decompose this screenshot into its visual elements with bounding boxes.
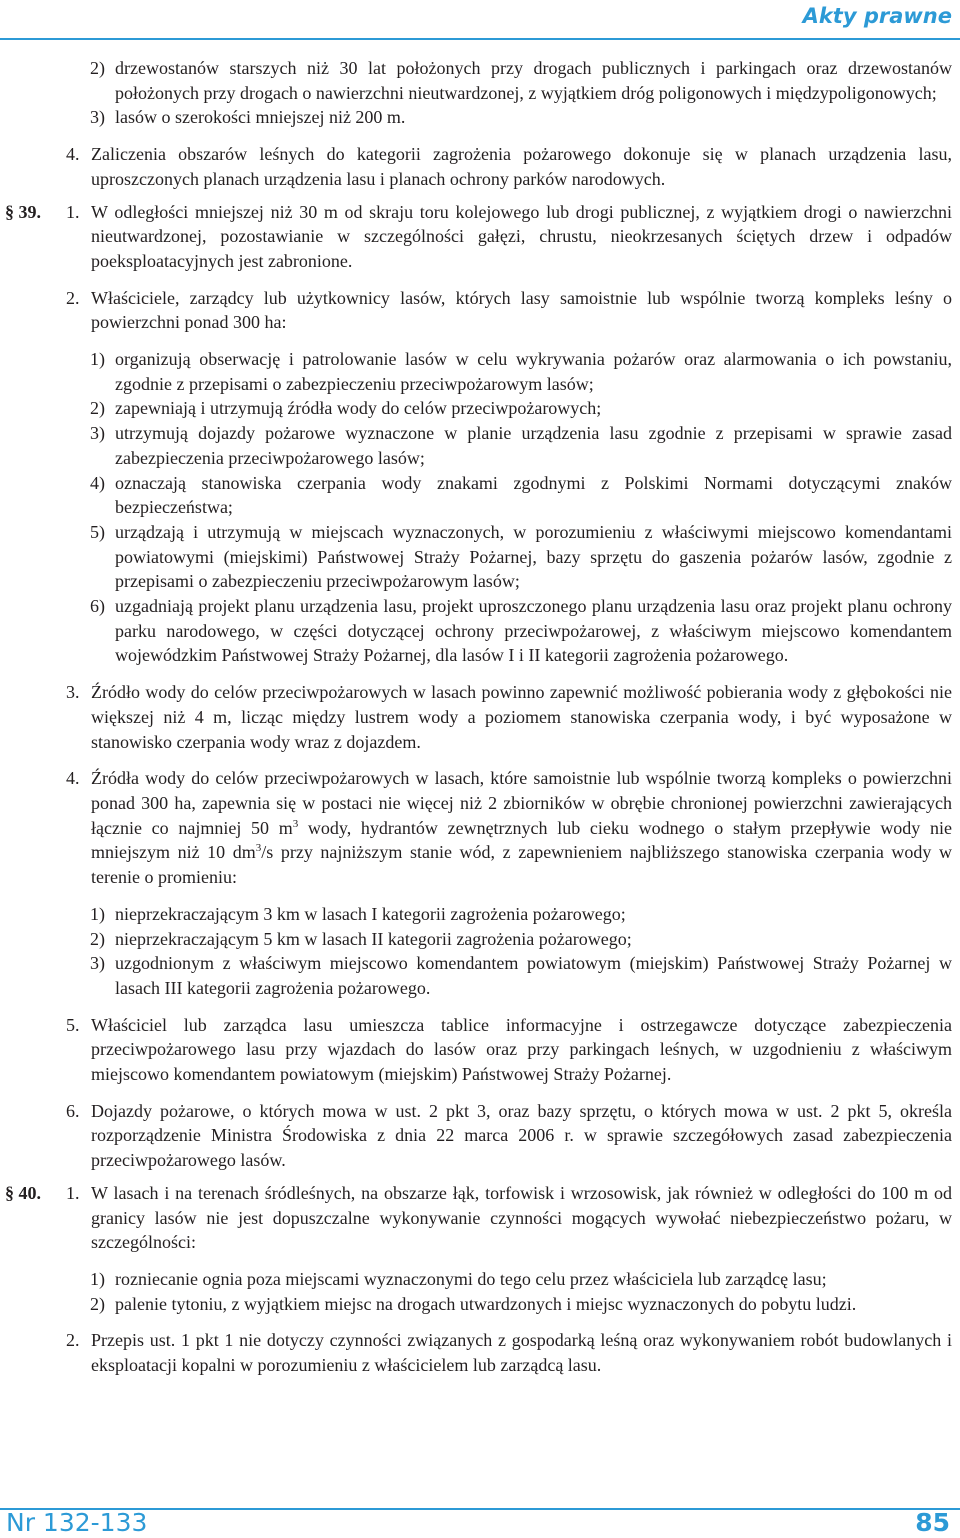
paragraph-number: 5. bbox=[66, 1014, 80, 1035]
section-40 bbox=[5, 1181, 952, 1255]
section-marker: § 39. bbox=[5, 201, 41, 222]
list-item bbox=[90, 1292, 952, 1317]
paragraph-text: /s przy najniższym stanie wód, z zapewnieniem najbliższego stanowiska czerpania wody w terenie o promieniu: bbox=[91, 842, 953, 888]
page-number: 85 bbox=[915, 1508, 950, 1537]
list-item bbox=[90, 471, 952, 520]
item-text: rozniecanie ognia poza miejscami wyznaczonymi do tego celu przez właściciela lub zarządcę lasu; bbox=[115, 1268, 827, 1289]
paragraph-text: W odległości mniejszej niż 30 m od skraju toru kolejowego lub drogi publicznej, z wyjątkiem drogi o nawierzchni nieutwardzonej, pozostawianie w szczególności gałęzi, chrustu, nieokrzesanych ściętych drzew i odpadów poeksploatacyjnych jest zabronione. bbox=[91, 201, 952, 271]
item-number: 2) bbox=[90, 1293, 105, 1314]
item-text: organizują obserwację i patrolowanie lasów w celu wykrywania pożarów oraz alarmowania o ich powstaniu, zgodnie z przepisami o zabezpieczeniu przeciwpożarowym lasów; bbox=[115, 349, 952, 394]
item-number: 2) bbox=[90, 58, 105, 78]
paragraph-text: W lasach i na terenach śródleśnych, na obszarze łąk, torfowisk i wrzosowisk, jak również w odległości do 100 m od granicy lasów nie jest dopuszczalne wykonywanie czynności mogących wywołać niebezpieczeństwo pożaru, w szczególności: bbox=[91, 1182, 952, 1253]
item-text: palenie tytoniu, z wyjątkiem miejsc na drogach utwardzonych i miejsc wyznaczonych do pobytu ludzi. bbox=[115, 1293, 857, 1314]
paragraph-text: Zaliczenia obszarów leśnych do kategorii zagrożenia pożarowego dokonuje się w planach urządzenia lasu, uproszczonych planach urządzenia lasu i planach ochrony parków narodowych. bbox=[91, 144, 952, 189]
item-number: 2) bbox=[90, 928, 105, 949]
paragraph-number: 2. bbox=[66, 1330, 80, 1351]
item-number: 1) bbox=[90, 349, 105, 370]
issue-number: Nr 132-133 bbox=[6, 1508, 148, 1537]
paragraph-number: 3. bbox=[66, 682, 80, 703]
paragraph-text: Właściciel lub zarządca lasu umieszcza tablice informacyjne i ostrzegawcze dotyczące zabezpieczenia przeciwpożarowego lasu przy wjazdach do lasów oraz przy parkingach leśnych, w uzgodnieniu z właściwym miejscowo komendantem powiatowym (miejskim) Państwowej Straży Pożarnej. bbox=[91, 1014, 952, 1085]
section-39 bbox=[5, 200, 952, 274]
item-text: nieprzekraczającym 5 km w lasach II kategorii zagrożenia pożarowego; bbox=[115, 928, 632, 949]
item-text: nieprzekraczającym 3 km w lasach I kategorii zagrożenia pożarowego; bbox=[115, 903, 626, 924]
list-item bbox=[90, 347, 952, 396]
section-marker: § 40. bbox=[5, 1182, 41, 1203]
list-item bbox=[90, 520, 952, 594]
paragraph-text: Dojazdy pożarowe, o których mowa w ust. 2 pkt 3, oraz bazy sprzętu, o których mowa w ust. 2 pkt 5, określa rozporządzenie Ministra Środowiska z dnia 22 marca 2006 r. w sprawie szczegółowych zasad zabezpieczenia przeciwpożarowego lasów. bbox=[91, 1100, 952, 1171]
list-item bbox=[90, 56, 952, 105]
item-number: 4) bbox=[90, 472, 105, 493]
paragraph bbox=[66, 142, 952, 191]
header-rule bbox=[0, 38, 960, 40]
paragraph-number: 1. bbox=[66, 1182, 80, 1203]
item-text: drzewostanów starszych niż 30 lat położonych przy drogach publicznych i parkingach oraz drzewostanów położonych przy drogach o nawierzchni nieutwardzonej, z wyjątkiem dróg poligonowych i międzypoligonowych; bbox=[115, 58, 952, 103]
list-item bbox=[90, 105, 952, 130]
item-number: 1) bbox=[90, 1268, 105, 1289]
paragraph-text: Źródła wody do celów przeciwpożarowych w lasach, które samoistnie lub wspólnie tworzą kompleks o powierzchni ponad 300 ha, zapewnia się w postaci nie więcej niż 2 zbiorników w obrębie chronionej powierzchni zawierających łącznie co najmniej 50 m bbox=[91, 768, 952, 838]
list-item bbox=[90, 927, 952, 952]
item-text: zapewniają i utrzymują źródła wody do celów przeciwpożarowych; bbox=[115, 398, 602, 419]
list-item bbox=[90, 902, 952, 927]
paragraph-text: Przepis ust. 1 pkt 1 nie dotyczy czynności związanych z gospodarką leśną oraz wykonywaniem robót budowlanych i eksploatacji kopalni w porozumieniu z właścicielem lub zarządcą lasu. bbox=[91, 1330, 952, 1376]
paragraph-text: Właściciele, zarządcy lub użytkownicy lasów, których lasy samoistnie lub wspólnie tworzą kompleks leśny o powierzchni ponad 300 ha: bbox=[91, 287, 952, 333]
list-item bbox=[90, 1267, 952, 1292]
list-item bbox=[90, 594, 952, 668]
paragraph-number: 4. bbox=[66, 144, 80, 165]
paragraph bbox=[66, 680, 952, 754]
list-item bbox=[90, 421, 952, 470]
paragraph bbox=[66, 1099, 952, 1173]
superscript: 3 bbox=[292, 817, 299, 830]
paragraph-text: Źródło wody do celów przeciwpożarowych w lasach powinno zapewnić możliwość pobierania wody z głębokości nie większej niż 4 m, licząc między lustrem wody a poziomem stanowiska czerpania wody, i być wyposażone w stanowisko czerpania wody wraz z dojazdem. bbox=[91, 682, 952, 752]
paragraph bbox=[66, 1328, 952, 1377]
item-text: urządzają i utrzymują w miejscach wyznaczonych, w porozumieniu z właściwymi miejscowo komendantami powiatowymi (miejskimi) Państwowej Straży Pożarnej, bazy sprzętu do gaszenia pożarów lasów, zgodnie z przepisami o zabezpieczeniu przeciwpożarowym lasów; bbox=[115, 521, 952, 592]
paragraph bbox=[66, 286, 952, 335]
paragraph bbox=[66, 766, 953, 890]
item-number: 3) bbox=[90, 107, 105, 128]
paragraph bbox=[66, 1013, 952, 1087]
paragraph-number: 2. bbox=[66, 287, 80, 308]
item-number: 3) bbox=[90, 423, 105, 444]
paragraph-number: 6. bbox=[66, 1100, 80, 1121]
item-text: lasów o szerokości mniejszej niż 200 m. bbox=[115, 107, 406, 128]
paragraph-number: 4. bbox=[66, 768, 80, 789]
item-text: uzgodnionym z właściwym miejscowo komendantem powiatowym (miejskim) Państwowej Straży Pożarnej w lasach III kategorii zagrożenia pożarowego. bbox=[115, 953, 952, 998]
item-number: 6) bbox=[90, 596, 105, 617]
document-body bbox=[0, 56, 960, 1378]
paragraph-text: wody, hydrantów zewnętrznych lub cieku wodnego o stałym przepływie wody nie mniejszym niż 10 dm bbox=[91, 817, 952, 863]
item-text: oznaczają stanowiska czerpania wody znakami zgodnymi z Polskimi Normami dotyczącymi znaków bezpieczeństwa; bbox=[115, 472, 952, 518]
item-text: uzgadniają projekt planu urządzenia lasu, projekt uproszczonego planu urządzenia lasu oraz projekt planu ochrony parku narodowego, w części dotyczącej ochrony przeciwpożarowej, z właściwym miejscowo komendantem wojewódzkim Państwowej Straży Pożarnej, dla lasów I i II kategorii zagrożenia pożarowego. bbox=[115, 596, 952, 666]
item-number: 2) bbox=[90, 398, 105, 419]
item-text: utrzymują dojazdy pożarowe wyznaczone w planie urządzenia lasu zgodnie z przepisami w sprawie zasad zabezpieczenia przeciwpożarowego lasów; bbox=[115, 423, 952, 468]
list-item bbox=[90, 951, 952, 1000]
item-number: 3) bbox=[90, 953, 105, 974]
paragraph-number: 1. bbox=[66, 201, 80, 222]
superscript: 3 bbox=[255, 842, 262, 855]
journal-title: Akty prawne bbox=[802, 4, 952, 28]
item-number: 5) bbox=[90, 521, 105, 542]
list-item bbox=[90, 396, 952, 421]
item-number: 1) bbox=[90, 903, 105, 924]
